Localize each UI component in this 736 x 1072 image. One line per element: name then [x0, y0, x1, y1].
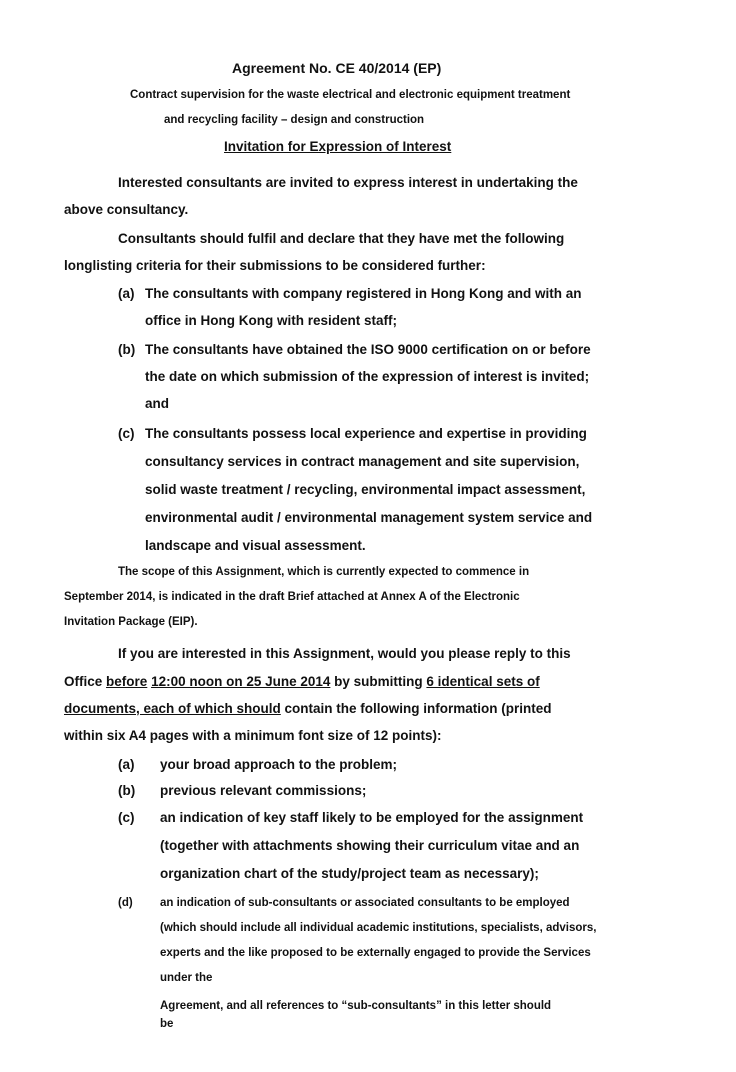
identical-sets-text: 6 identical sets of [426, 674, 540, 689]
paragraph-1-line-2: above consultancy. [64, 202, 189, 217]
criteria-c-line-2: consultancy services in contract management and site supervision, [145, 454, 580, 469]
info-label-b: (b) [118, 783, 136, 798]
paragraph-3-line-3: Invitation Package (EIP). [64, 616, 198, 628]
info-label-c: (c) [118, 810, 135, 825]
paragraph-1-line-1: Interested consultants are invited to express interest in undertaking the [118, 175, 578, 190]
criteria-label-a: (a) [118, 286, 135, 301]
info-d-line-4: under the [160, 972, 213, 984]
criteria-label-b: (b) [118, 342, 136, 357]
documents-each-text: documents, each of which should [64, 701, 281, 716]
criteria-label-c: (c) [118, 426, 135, 441]
subtitle-line-1: Contract supervision for the waste electrical and electronic equipment treatment [130, 89, 571, 101]
info-d-line-5: Agreement, and all references to “sub-consultants” in this letter should [160, 1000, 552, 1012]
criteria-a-line-1: The consultants with company registered in Hong Kong and with an [145, 286, 582, 301]
contain-info-text: contain the following information (printed [284, 701, 552, 716]
criteria-c-line-5: landscape and visual assessment. [145, 538, 366, 553]
page-heading: Invitation for Expression of Interest [224, 139, 452, 154]
info-c-line-2: (together with attachments showing their curriculum vitae and an [160, 838, 580, 853]
info-d-line-1: an indication of sub-consultants or associated consultants to be employed [160, 897, 570, 909]
subtitle-line-2: and recycling facility – design and construction [164, 114, 425, 126]
paragraph-2-line-2: longlisting criteria for their submissions to be considered further: [64, 258, 486, 273]
criteria-c-line-1: The consultants possess local experience and expertise in providing [145, 426, 587, 441]
criteria-c-line-4: environmental audit / environmental management system service and [145, 510, 593, 525]
office-text: Office [64, 674, 103, 689]
paragraph-4-line-3 [64, 701, 552, 716]
info-c-line-1: an indication of key staff likely to be employed for the assignment [160, 810, 584, 825]
criteria-a-line-2: office in Hong Kong with resident staff; [145, 313, 397, 328]
agreement-number: Agreement No. CE 40/2014 (EP) [232, 60, 442, 76]
paragraph-3-line-1: The scope of this Assignment, which is currently expected to commence in [118, 566, 530, 578]
deadline-date: 12:00 noon on 25 June 2014 [151, 674, 331, 689]
info-d-line-3: experts and the like proposed to be externally engaged to provide the Services [160, 947, 591, 959]
info-b-line-1: previous relevant commissions; [160, 783, 367, 798]
paragraph-2-line-1: Consultants should fulfil and declare that they have met the following [118, 231, 565, 246]
info-a-line-1: your broad approach to the problem; [160, 757, 398, 772]
criteria-b-line-3: and [145, 396, 170, 411]
paragraph-4-line-2 [64, 674, 540, 689]
deadline-before: before [106, 674, 148, 689]
criteria-b-line-1: The consultants have obtained the ISO 9000 certification on or before [145, 342, 591, 357]
info-label-a: (a) [118, 757, 135, 772]
criteria-b-line-2: the date on which submission of the expression of interest is invited; [145, 369, 590, 384]
info-c-line-3: organization chart of the study/project team as necessary); [160, 866, 539, 881]
criteria-c-line-3: solid waste treatment / recycling, environmental impact assessment, [145, 482, 586, 497]
paragraph-4-line-4: within six A4 pages with a minimum font size of 12 points): [64, 728, 442, 743]
info-label-d: (d) [118, 897, 133, 909]
info-d-line-2: (which should include all individual academic institutions, specialists, advisors, [160, 922, 597, 934]
by-submitting-text: by submitting [334, 674, 423, 689]
paragraph-4-line-1: If you are interested in this Assignment, would you please reply to this [118, 646, 571, 661]
paragraph-3-line-2: September 2014, is indicated in the draft Brief attached at Annex A of the Electronic [64, 591, 520, 603]
info-d-line-6: be [160, 1018, 174, 1030]
